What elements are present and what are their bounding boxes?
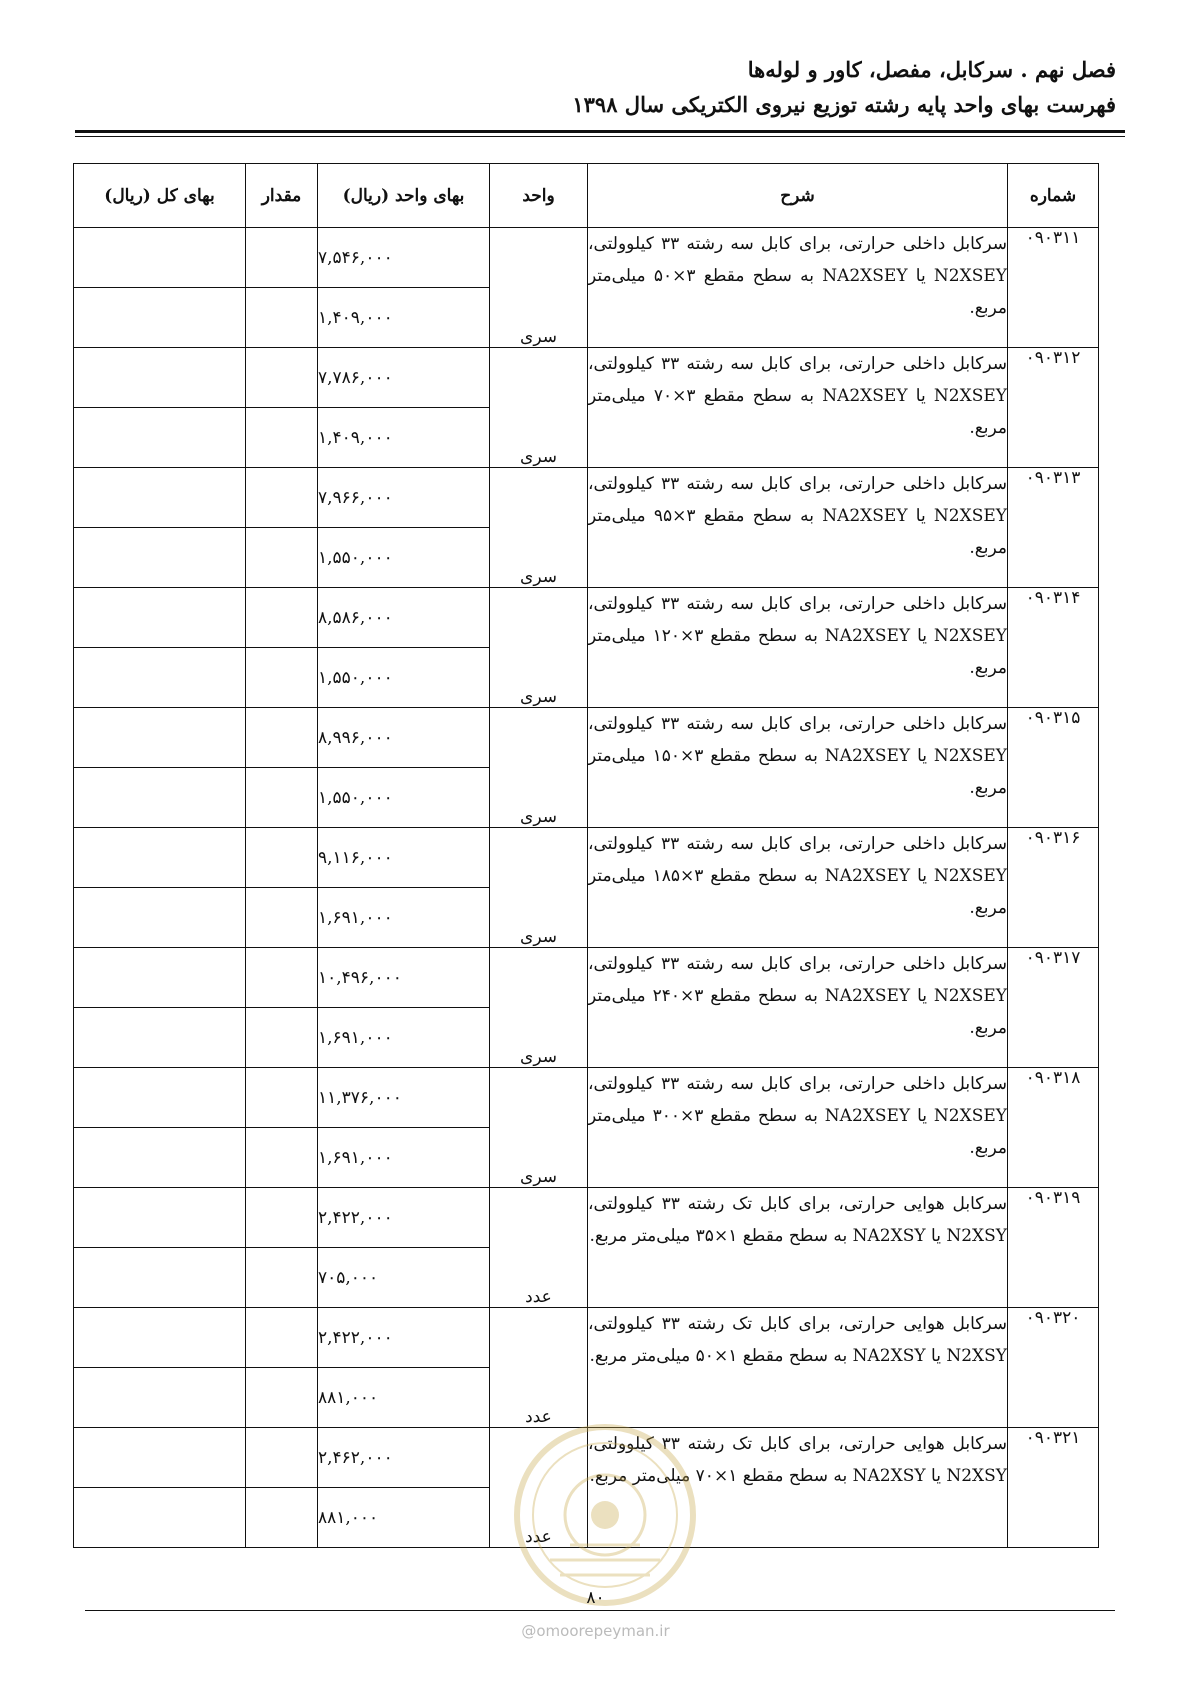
item-quantity-cell: [246, 228, 318, 288]
item-unit-price-install: ۱,۶۹۱,۰۰۰: [318, 888, 490, 948]
header-unit: واحد: [490, 164, 588, 228]
item-description: سرکابل هوایی حرارتی، برای کابل تک رشته ۳۳ کیلوولتی، N2XSY یا NA2XSY به سطح مقطع ۱×۷۰ میلی‌متر مربع.: [588, 1428, 1008, 1548]
item-unit-price-install: ۸۸۱,۰۰۰: [318, 1368, 490, 1428]
page-header: [76, 52, 1116, 122]
item-unit-price-supply: ۲,۴۲۲,۰۰۰: [318, 1308, 490, 1368]
item-total-cell: [74, 468, 246, 528]
item-quantity-cell: [246, 1008, 318, 1068]
item-total-cell: [74, 888, 246, 948]
item-quantity-cell: [246, 1428, 318, 1488]
item-total-cell: [74, 768, 246, 828]
item-unit-price-install: ۱,۶۹۱,۰۰۰: [318, 1008, 490, 1068]
item-unit: سری: [490, 348, 588, 468]
item-total-cell: [74, 648, 246, 708]
item-unit: سری: [490, 1068, 588, 1188]
item-unit-price-install: ۱,۵۵۰,۰۰۰: [318, 648, 490, 708]
item-description: سرکابل داخلی حرارتی، برای کابل سه رشته ۳۳ کیلوولتی، N2XSEY یا NA2XSEY به سطح مقطع ۳×۱۸۵ میلی‌متر مربع.: [588, 828, 1008, 948]
item-description: سرکابل داخلی حرارتی، برای کابل سه رشته ۳۳ کیلوولتی، N2XSEY یا NA2XSEY به سطح مقطع ۳×۱۲۰ میلی‌متر مربع.: [588, 588, 1008, 708]
item-total-cell: [74, 1008, 246, 1068]
item-total-cell: [74, 1128, 246, 1188]
item-description: سرکابل داخلی حرارتی، برای کابل سه رشته ۳۳ کیلوولتی، N2XSEY یا NA2XSEY به سطح مقطع ۳×۷۰ میلی‌متر مربع.: [588, 348, 1008, 468]
item-description: سرکابل هوایی حرارتی، برای کابل تک رشته ۳۳ کیلوولتی، N2XSY یا NA2XSY به سطح مقطع ۱×۳۵ میلی‌متر مربع.: [588, 1188, 1008, 1308]
item-quantity-cell: [246, 1068, 318, 1128]
table-header-row: [74, 164, 1099, 228]
item-quantity-cell: [246, 768, 318, 828]
item-unit: سری: [490, 828, 588, 948]
table-row: [74, 1428, 1099, 1488]
item-quantity-cell: [246, 348, 318, 408]
item-quantity-cell: [246, 1308, 318, 1368]
table-row: [74, 348, 1099, 408]
item-quantity-cell: [246, 888, 318, 948]
item-unit-price-supply: ۸,۹۹۶,۰۰۰: [318, 708, 490, 768]
table-body: [74, 228, 1099, 1548]
item-unit-price-install: ۱,۴۰۹,۰۰۰: [318, 288, 490, 348]
item-total-cell: [74, 1368, 246, 1428]
item-number: ۰۹۰۳۱۲: [1008, 348, 1099, 468]
item-unit: سری: [490, 948, 588, 1068]
item-unit-price-install: ۸۸۱,۰۰۰: [318, 1488, 490, 1548]
item-quantity-cell: [246, 1128, 318, 1188]
item-quantity-cell: [246, 468, 318, 528]
item-unit-price-supply: ۱۰,۴۹۶,۰۰۰: [318, 948, 490, 1008]
item-unit: عدد: [490, 1308, 588, 1428]
item-quantity-cell: [246, 1188, 318, 1248]
item-total-cell: [74, 1068, 246, 1128]
header-unit-price: بهای واحد (ریال): [318, 164, 490, 228]
item-total-cell: [74, 1428, 246, 1488]
item-unit: عدد: [490, 1188, 588, 1308]
item-quantity-cell: [246, 588, 318, 648]
item-unit-price-install: ۱,۴۰۹,۰۰۰: [318, 408, 490, 468]
table-row: [74, 708, 1099, 768]
chapter-title: فصل نهم . سرکابل، مفصل، کاور و لوله‌ها: [747, 57, 1116, 82]
item-quantity-cell: [246, 648, 318, 708]
item-unit: سری: [490, 228, 588, 348]
footer-divider: [85, 1610, 1115, 1611]
item-description: سرکابل هوایی حرارتی، برای کابل تک رشته ۳۳ کیلوولتی، N2XSY یا NA2XSY به سطح مقطع ۱×۵۰ میلی‌متر مربع.: [588, 1308, 1008, 1428]
item-number: ۰۹۰۳۱۶: [1008, 828, 1099, 948]
item-unit: سری: [490, 588, 588, 708]
item-description: سرکابل داخلی حرارتی، برای کابل سه رشته ۳۳ کیلوولتی، N2XSEY یا NA2XSEY به سطح مقطع ۳×۹۵ میلی‌متر مربع.: [588, 468, 1008, 588]
item-total-cell: [74, 708, 246, 768]
table-row: [74, 1308, 1099, 1368]
item-total-cell: [74, 828, 246, 888]
item-quantity-cell: [246, 528, 318, 588]
header-divider-thick: [75, 130, 1125, 133]
item-unit-price-supply: ۹,۱۱۶,۰۰۰: [318, 828, 490, 888]
item-unit-price-supply: ۲,۴۲۲,۰۰۰: [318, 1188, 490, 1248]
item-unit-price-supply: ۷,۷۸۶,۰۰۰: [318, 348, 490, 408]
item-number: ۰۹۰۳۱۷: [1008, 948, 1099, 1068]
header-total-price: بهای کل (ریال): [74, 164, 246, 228]
document-subtitle: فهرست بهای واحد پایه رشته توزیع نیروی الکتریکی سال ۱۳۹۸: [572, 92, 1116, 117]
item-description: سرکابل داخلی حرارتی، برای کابل سه رشته ۳۳ کیلوولتی، N2XSEY یا NA2XSEY به سطح مقطع ۳×۵۰ میلی‌متر مربع.: [588, 228, 1008, 348]
item-description: سرکابل داخلی حرارتی، برای کابل سه رشته ۳۳ کیلوولتی، N2XSEY یا NA2XSEY به سطح مقطع ۳×۲۴۰ میلی‌متر مربع.: [588, 948, 1008, 1068]
item-total-cell: [74, 948, 246, 1008]
table-row: [74, 1068, 1099, 1128]
item-total-cell: [74, 348, 246, 408]
item-unit-price-install: ۱,۵۵۰,۰۰۰: [318, 528, 490, 588]
item-quantity-cell: [246, 288, 318, 348]
item-unit-price-supply: ۱۱,۳۷۶,۰۰۰: [318, 1068, 490, 1128]
item-unit-price-supply: ۸,۵۸۶,۰۰۰: [318, 588, 490, 648]
table-row: [74, 828, 1099, 888]
page-number: ۸۰: [586, 1588, 605, 1608]
item-number: ۰۹۰۳۱۹: [1008, 1188, 1099, 1308]
table-row: [74, 588, 1099, 648]
item-unit: عدد: [490, 1428, 588, 1548]
watermark-text: @omoorepeyman.ir: [521, 1622, 670, 1640]
item-quantity-cell: [246, 708, 318, 768]
item-unit-price-supply: ۷,۹۶۶,۰۰۰: [318, 468, 490, 528]
item-number: ۰۹۰۳۱۸: [1008, 1068, 1099, 1188]
item-unit-price-install: ۱,۶۹۱,۰۰۰: [318, 1128, 490, 1188]
item-unit-price-supply: ۷,۵۴۶,۰۰۰: [318, 228, 490, 288]
table-row: [74, 468, 1099, 528]
item-description: سرکابل داخلی حرارتی، برای کابل سه رشته ۳۳ کیلوولتی، N2XSEY یا NA2XSEY به سطح مقطع ۳×۱۵۰ میلی‌متر مربع.: [588, 708, 1008, 828]
item-number: ۰۹۰۳۱۱: [1008, 228, 1099, 348]
item-total-cell: [74, 228, 246, 288]
header-number: شماره: [1008, 164, 1099, 228]
item-unit-price-install: ۷۰۵,۰۰۰: [318, 1248, 490, 1308]
item-quantity-cell: [246, 828, 318, 888]
item-total-cell: [74, 1248, 246, 1308]
item-number: ۰۹۰۳۱۵: [1008, 708, 1099, 828]
header-divider-thin: [75, 136, 1125, 137]
table-row: [74, 228, 1099, 288]
item-total-cell: [74, 1308, 246, 1368]
item-total-cell: [74, 1188, 246, 1248]
item-quantity-cell: [246, 1368, 318, 1428]
item-unit-price-supply: ۲,۴۶۲,۰۰۰: [318, 1428, 490, 1488]
item-number: ۰۹۰۳۱۳: [1008, 468, 1099, 588]
header-description: شرح: [588, 164, 1008, 228]
header-quantity: مقدار: [246, 164, 318, 228]
table-row: [74, 948, 1099, 1008]
item-total-cell: [74, 588, 246, 648]
item-number: ۰۹۰۳۲۱: [1008, 1428, 1099, 1548]
item-description: سرکابل داخلی حرارتی، برای کابل سه رشته ۳۳ کیلوولتی، N2XSEY یا NA2XSEY به سطح مقطع ۳×۳۰۰ میلی‌متر مربع.: [588, 1068, 1008, 1188]
table-row: [74, 1188, 1099, 1248]
item-number: ۰۹۰۳۱۴: [1008, 588, 1099, 708]
item-total-cell: [74, 528, 246, 588]
item-quantity-cell: [246, 1248, 318, 1308]
item-quantity-cell: [246, 408, 318, 468]
item-quantity-cell: [246, 1488, 318, 1548]
item-total-cell: [74, 288, 246, 348]
item-quantity-cell: [246, 948, 318, 1008]
price-table: [73, 163, 1099, 1548]
item-number: ۰۹۰۳۲۰: [1008, 1308, 1099, 1428]
item-unit: سری: [490, 468, 588, 588]
item-unit: سری: [490, 708, 588, 828]
item-unit-price-install: ۱,۵۵۰,۰۰۰: [318, 768, 490, 828]
item-total-cell: [74, 408, 246, 468]
item-total-cell: [74, 1488, 246, 1548]
